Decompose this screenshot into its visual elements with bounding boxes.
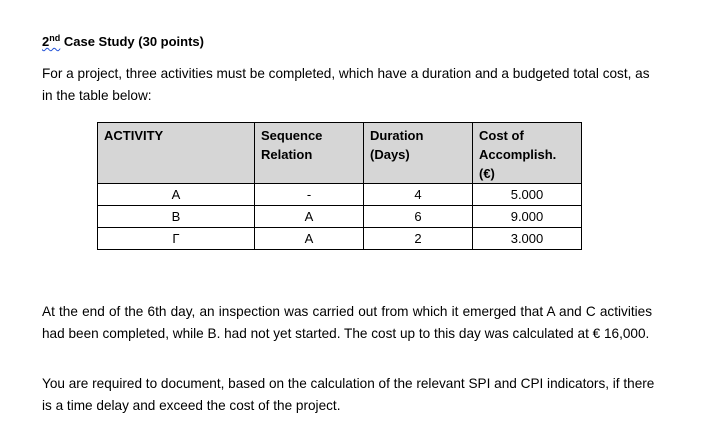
cell-duration: 2 bbox=[364, 228, 473, 250]
cell-activity: A bbox=[98, 184, 255, 206]
table-row bbox=[98, 184, 582, 206]
requirement-paragraph: You are required to document, based on the calculation of the relevant SPI and CPI indicators, if there is a time delay and exceed the cost of the project. bbox=[42, 376, 655, 413]
ordinal: 2nd bbox=[42, 33, 61, 49]
title-text: Case Study (30 points) bbox=[60, 34, 204, 49]
table-row bbox=[98, 206, 582, 228]
case-study-title bbox=[42, 34, 204, 49]
cell-sequence: A bbox=[255, 228, 364, 250]
table-header-row bbox=[98, 123, 582, 184]
cell-sequence: - bbox=[255, 184, 364, 206]
cell-activity: B bbox=[98, 206, 255, 228]
table-row bbox=[98, 228, 582, 250]
cell-sequence: A bbox=[255, 206, 364, 228]
cell-activity: Γ bbox=[98, 228, 255, 250]
cell-duration: 4 bbox=[364, 184, 473, 206]
intro-paragraph: For a project, three activities must be completed, which have a duration and a budgeted total cost, as in the table below: bbox=[42, 66, 650, 103]
cell-cost: 5.000 bbox=[473, 184, 582, 206]
activities-table bbox=[97, 122, 582, 250]
header-duration: Duration (Days) bbox=[364, 123, 473, 184]
cell-duration: 6 bbox=[364, 206, 473, 228]
cell-cost: 9.000 bbox=[473, 206, 582, 228]
header-sequence: Sequence Relation bbox=[255, 123, 364, 184]
cell-cost: 3.000 bbox=[473, 228, 582, 250]
inspection-paragraph: At the end of the 6th day, an inspection was carried out from which it emerged that A and C activities had been completed, while B. had not yet started. The cost up to this day was calculated at € 16,000. bbox=[42, 304, 652, 341]
header-cost: Cost of Accomplish. (€) bbox=[473, 123, 582, 184]
header-activity: ACTIVITY bbox=[98, 123, 255, 184]
